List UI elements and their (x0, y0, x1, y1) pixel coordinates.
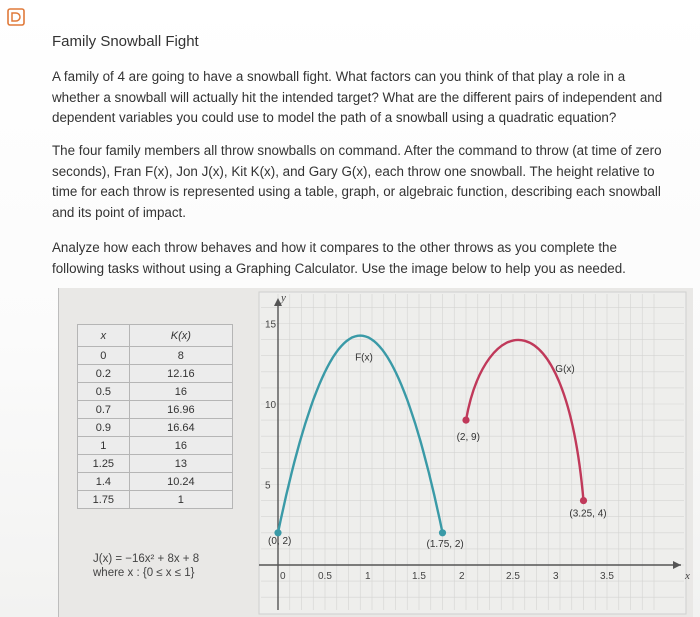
page-title: Family Snowball Fight (52, 33, 199, 50)
x-tick-label: 0 (280, 571, 286, 582)
x-tick-label: 3 (553, 571, 559, 582)
x-tick-label: 1.5 (412, 571, 426, 582)
graph-area (259, 292, 686, 614)
table-cell-k: 12.16 (129, 365, 232, 383)
table-cell-x: 0 (78, 347, 130, 365)
x-axis-label: x (685, 570, 690, 582)
table-row (78, 473, 233, 491)
trajectory-point (580, 497, 587, 504)
y-tick-label: 5 (265, 480, 271, 492)
j-function-domain: where x : {0 ≤ x ≤ 1} (93, 567, 195, 579)
table-cell-k: 8 (129, 347, 232, 365)
k-table-header-x: x (78, 325, 130, 347)
intro-paragraph: A family of 4 are going to have a snowball fight. What factors can you think of that play a role in a whether a snowball will actually hit the intended target? What are the different pairs of independent and dependent variables you could use to model the path of a snowball using a quadratic equation? (52, 69, 663, 125)
table-cell-k: 16.64 (129, 419, 232, 437)
y-tick-label: 10 (265, 400, 277, 411)
trajectory-point (462, 417, 469, 424)
trajectory-point (439, 529, 446, 536)
x-tick-label: 1 (365, 571, 371, 582)
table-row (78, 437, 233, 455)
table-row (78, 347, 233, 365)
table-cell-x: 1.75 (78, 491, 130, 509)
x-tick-label: 0.5 (318, 571, 332, 582)
table-cell-k: 13 (129, 455, 232, 473)
table-cell-x: 0.2 (78, 365, 130, 383)
table-cell-k: 16.96 (129, 401, 232, 419)
y-tick-label: 15 (265, 319, 277, 331)
table-row (78, 401, 233, 419)
x-tick-label: 2 (459, 571, 465, 582)
x-tick-label: 2.5 (506, 571, 520, 582)
g-curve-label: G(x) (555, 363, 575, 375)
table-row (78, 365, 233, 383)
table-cell-x: 1.25 (78, 455, 130, 473)
point-label: (0, 2) (268, 535, 292, 547)
table-cell-x: 1.4 (78, 473, 130, 491)
table-cell-x: 0.5 (78, 383, 130, 401)
table-cell-x: 0.9 (78, 419, 130, 437)
instructions-paragraph: Analyze how each throw behaves and how it compares to the other throws as you complete the following tasks without using a Graphing Calculator. Use the image below to help you as needed. (52, 240, 626, 276)
table-row (78, 455, 233, 473)
j-function-equation: J(x) = −16x² + 8x + 8 (93, 553, 200, 565)
f-curve-label: F(x) (355, 352, 373, 364)
point-label: (2, 9) (456, 432, 480, 444)
table-cell-k: 16 (129, 383, 232, 401)
y-axis-label: y (281, 292, 286, 304)
table-cell-x: 1 (78, 437, 130, 455)
k-table-header-row (78, 325, 233, 347)
description-paragraph: The four family members all throw snowballs on command. After the command to throw (at time of zero seconds), Fran F(x), Jon J(x), Kit K(x), and Gary G(x), each throw one snowball. The height relative to time for each throw is represented using a table, graph, or algebraic function, describing each snowball and its point of impact. (52, 143, 662, 220)
x-tick-label: 3.5 (600, 571, 614, 582)
snowball-figure (58, 288, 693, 617)
table-cell-x: 0.7 (78, 401, 130, 419)
k-table-header-k: K(x) (129, 325, 232, 347)
table-row (78, 383, 233, 401)
table-row (78, 419, 233, 437)
j-function (93, 552, 199, 580)
table-cell-k: 1 (129, 491, 232, 509)
point-label: (3.25, 4) (569, 508, 607, 520)
table-cell-k: 16 (129, 437, 232, 455)
table-cell-k: 10.24 (129, 473, 232, 491)
point-label: (1.75, 2) (426, 538, 464, 550)
table-row (78, 491, 233, 509)
document-icon (6, 6, 28, 28)
k-table (77, 324, 233, 509)
